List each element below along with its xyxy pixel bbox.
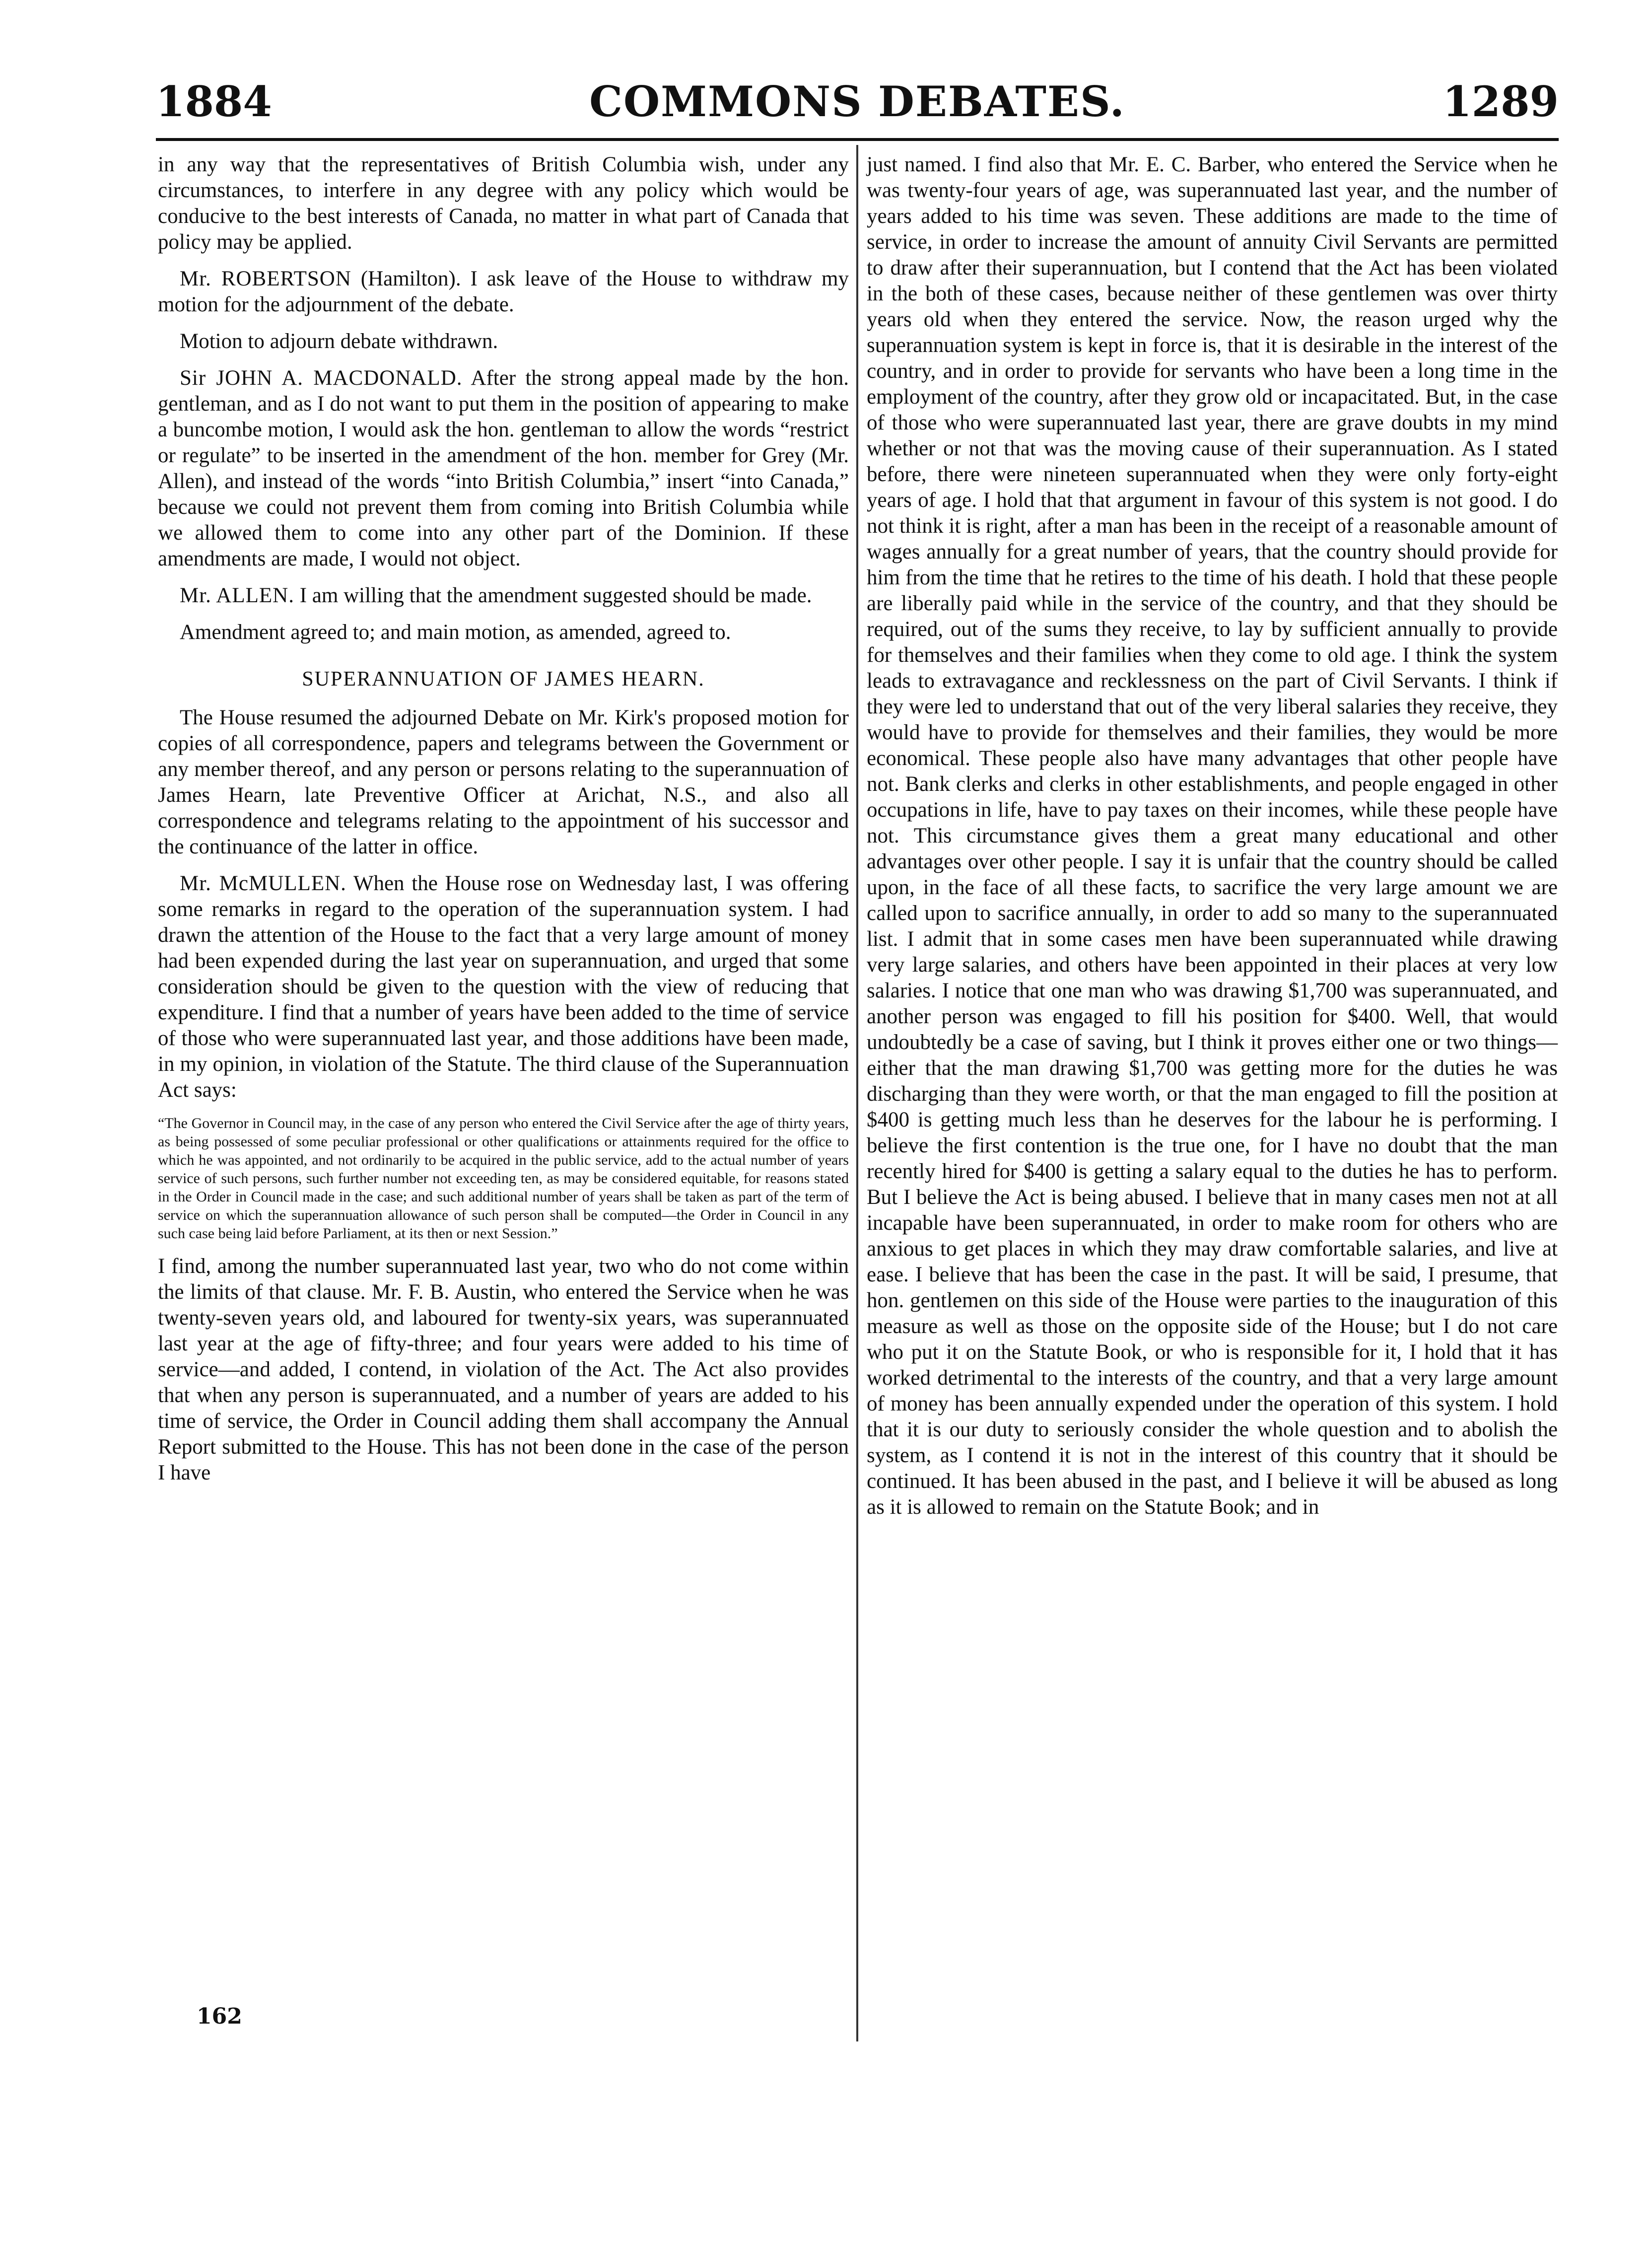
signature-folio: 162 bbox=[197, 2004, 242, 2029]
speech-text: After the strong appeal made by the hon. gentleman, and as I do not want to put them in the position of appearing to make a buncombe motion, I would ask the hon. gentleman to allow the words “restrict or regulate” to be inserted in the amendment of the hon. member for Grey (Mr. Allen), and instead of the words “into British Columbia,” insert “into Canada,” because we could not prevent them from coming into British Columbia while we allowed them to come into any other part of the Dominion. If these amendments are made, I would not object. bbox=[158, 366, 849, 570]
header-page-number: 1289 bbox=[1443, 77, 1559, 126]
paragraph: Amendment agreed to; and main motion, as amended, agreed to. bbox=[180, 621, 731, 644]
paragraph bbox=[158, 266, 849, 318]
speech-text: When the House rose on Wednesday last, I was offering some remarks in regard to the operation of the superannuation system. I had drawn the attention of the House to the fact that a very large amount of money had been expended during the last year on superannuation, and urged that some consideration should be given to the question with the view of reducing that expenditure. I find that a number of years have been added to the time of service of those who were superannuated last year, and those additions have been made, in my opinion, in violation of the Statute. The third clause of the Superannuation Act says: bbox=[158, 872, 849, 1102]
speech-text: I am willing that the amendment suggested should be made. bbox=[294, 584, 812, 607]
speaker-name: Mr. ALLEN. bbox=[180, 584, 294, 607]
page-header bbox=[156, 74, 1559, 139]
paragraph bbox=[158, 583, 849, 609]
header-year: 1884 bbox=[156, 77, 272, 126]
right-column bbox=[867, 152, 1558, 1531]
speech-text: (Hamilton). I ask leave of the House to withdraw my motion for the adjournment of the debate. bbox=[158, 267, 849, 316]
paragraph: Motion to adjourn debate withdrawn. bbox=[180, 330, 498, 353]
paragraph: I find, among the number superannuated last year, two who do not come within the limits of that clause. Mr. F. B. Austin, who entered the Service when he was twenty-seven years old, and laboured for twenty-six years, was superannuated last year at the age of fifty-three; and four years were added to his time of service—and added, I contend, in violation of the Act. The Act also provides that when any person is superannuated, and a number of years are added to his time of service, the Order in Council adding them shall accompany the Annual Report submitted to the House. This has not been done in the case of the person I have bbox=[158, 1255, 849, 1484]
speaker-name: Sir JOHN A. MACDONALD. bbox=[180, 366, 463, 390]
header-title: COMMONS DEBATES. bbox=[589, 77, 1125, 126]
paragraph: in any way that the representatives of British Columbia wish, under any circumstances, to interfere in any degree with any policy which would be conducive to the best interests of Canada, no matter in what part of Canada that policy may be applied. bbox=[158, 153, 849, 254]
paragraph: just named. I find also that Mr. E. C. Barber, who entered the Service when he was twenty-four years of age, was superannuated last year, and the number of years added to his time was seven. These additions are made to the time of service, in order to increase the amount of annuity Civil Servants are permitted to draw after their superannuation, but I contend that the Act has been violated in the both of these cases, because neither of these gentlemen was over thirty years old when they entered the service. Now, the reason urged why the superannuation system is kept in force is, that it is desirable in the interest of the country, and in order to provide for servants who have been a long time in the employment of the country, after they grow old or incapacitated. But, in the case of those who were superannuated last year, there are grave doubts in my mind whether or not that was the moving cause of their superannuation. As I stated before, there were nineteen superannuated when they were only forty-eight years of age. I hold that that argument in favour of this system is not good. I do not think it is right, after a man has been in the receipt of a reasonable amount of wages annually for a great number of years, that the country should provide for him from the time that he retires to the time of his death. I hold that these people are liberally paid while in the service of the country, and that they should be required, out of the sums they receive, to lay by sufficient annually to provide for themselves and their families when they come to old age. I think the system leads to extravagance and recklessness on the part of Civil Servants. I think if they were led to understand that out of the very liberal salaries they receive, they would have to provide for themselves and their families, they would be more economical. These people also have many advantages that other people have not. Bank clerks and clerks in other establishments, and people engaged in other occupations in life, have to pay taxes on their incomes, while these people have not. This circumstance gives them a great many educational and other advantages over other people. I say it is unfair that the country should be called upon, in the face of all these facts, to sacrifice the very large amount we are called upon to sacrifice annually, in order to add so many to the superannuated list. I admit that in some cases men have been superannuated while drawing very large salaries, and others have been appointed in their places at very low salaries. I notice that one man who was drawing $1,700 was superannuated, and another person was engaged to fill his position for $400. Well, that would undoubtedly be a case of saving, but I think it proves either one or two things—either that the man drawing $1,700 was getting more for the duties he was discharging than they were worth, or that the man engaged to fill the position at $400 is getting much less than he deserves for the labour he is performing. I believe the first contention is the true one, for I have no doubt that the man recently hired for $400 is getting a salary equal to the duties he has to perform. But I believe the Act is being abused. I believe that in many cases men not at all incapable have been superannuated, in order to make room for others who are anxious to get places in which they may draw comfortable salaries, and live at ease. I believe that has been the case in the past. It will be said, I presume, that hon. gentlemen on this side of the House were parties to the inauguration of this measure as well as those on the opposite side of the House; but I do not care who put it on the Statute Book, or who is responsible for it, I hold that it has worked detrimental to the interests of the country, and that a very large amount of money has been annually expended under the operation of this system. I hold that it is our duty to seriously consider the whole question and to abolish the system, as I contend it is not in the interest of this country that it should be continued. It has been abused in the past, and I believe it will be abused as long as it is allowed to remain on the Statute Book; and in bbox=[867, 153, 1558, 1519]
paragraph bbox=[158, 871, 849, 1103]
header-rule bbox=[156, 138, 1559, 141]
paragraph: The House resumed the adjourned Debate on Mr. Kirk's proposed motion for copies of all correspondence, papers and telegrams between the Government or any member thereof, and any person or persons relating to the superannuation of James Hearn, late Preventive Officer at Arichat, N.S., and also all correspondence and telegrams relating to the appointment of his successor and the continuance of the latter in office. bbox=[158, 706, 849, 858]
paragraph bbox=[158, 365, 849, 572]
section-heading: SUPERANNUATION OF JAMES HEARN. bbox=[302, 668, 705, 691]
statute-quote: “The Governor in Council may, in the case of any person who entered the Civil Service after the age of thirty years, as being possessed of some peculiar professional or other qualifications or attainments required for the office to which he was appointed, and not ordinarily to be acquired in the public service, add to the actual number of years service of such persons, such further number not exceeding ten, as may be considered equitable, for reasons stated in the Order in Council made in the case; and such additional number of years shall be taken as part of the term of service on which the superannuation allowance of such person shall be computed—the Order in Council in any such case being laid before Parliament, at its then or next Session.” bbox=[158, 1115, 849, 1242]
left-column bbox=[158, 152, 849, 1497]
speaker-name: Mr. ROBERTSON bbox=[180, 267, 351, 290]
column-divider bbox=[856, 145, 858, 2041]
speaker-name: Mr. McMULLEN. bbox=[180, 872, 346, 895]
